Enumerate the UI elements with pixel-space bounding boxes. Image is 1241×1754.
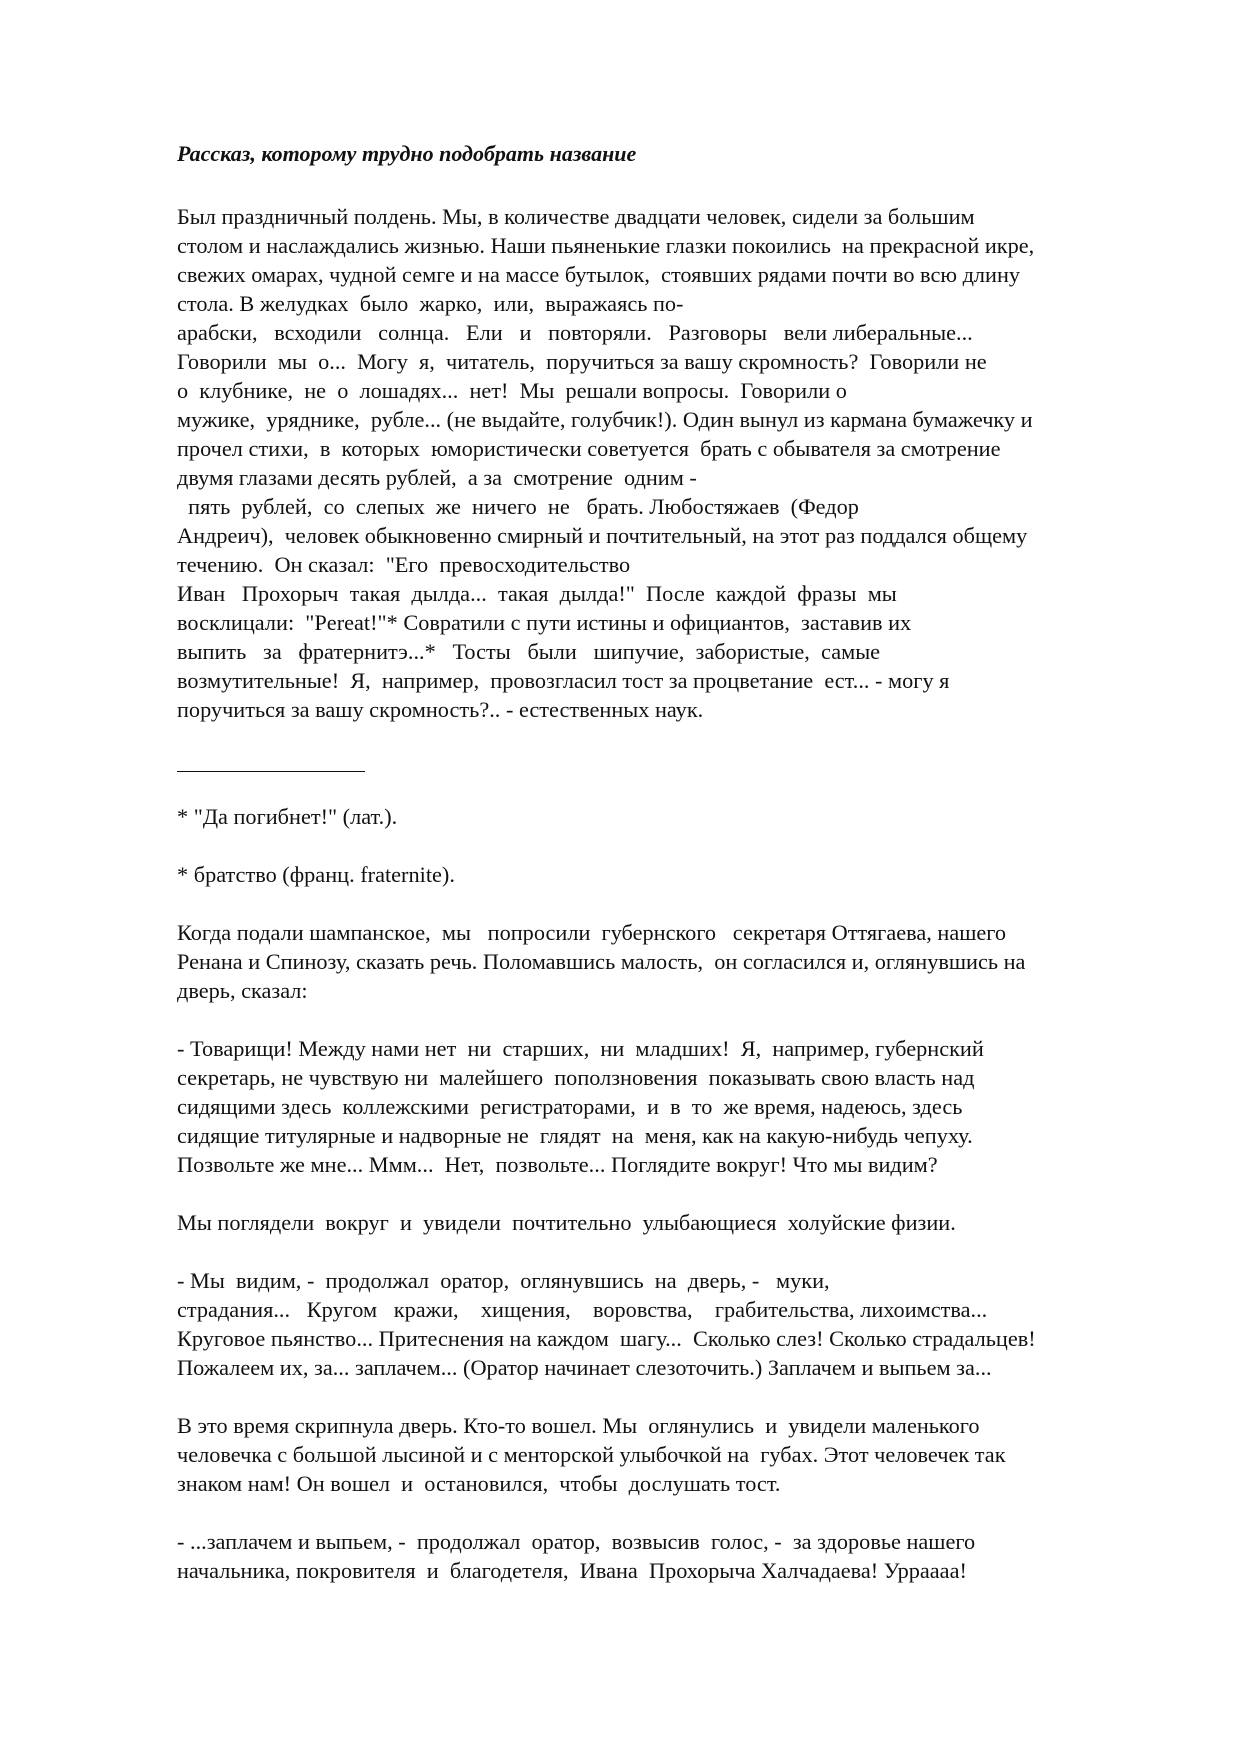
text-line: столом и наслаждались жизнью. Наши пьяненькие глазки покоились на прекрасной икре, xyxy=(177,233,1035,258)
text-line: пять рублей, со слепых же ничего не брать. Любостяжаев (Федор xyxy=(177,494,859,519)
text-line: Был праздничный полдень. Мы, в количестве двадцати человек, сидели за большим xyxy=(177,204,975,229)
text-line: двумя глазами десять рублей, а за смотрение одним - xyxy=(177,465,697,490)
text-line: человечка с большой лысиной и с менторской улыбочкой на губах. Этот человечек так xyxy=(177,1442,1006,1467)
text-line: арабски, всходили солнца. Ели и повторяли. Разговоры вели либеральные... xyxy=(177,320,973,345)
text-line: прочел стихи, в которых юмористически советуется брать с обывателя за смотрение xyxy=(177,436,1001,461)
story-title: Рассказ, которому трудно подобрать название xyxy=(177,141,637,166)
text-line: восклицали: "Pereat!"* Совратили с пути истины и официантов, заставив их xyxy=(177,610,912,635)
text-line: Пожалеем их, за... заплачем... (Оратор начинает слезоточить.) Заплачем и выпьем за... xyxy=(177,1355,992,1380)
text-line: стола. В желудках было жарко, или, выражаясь по- xyxy=(177,291,684,316)
text-line: страдания... Кругом кражи, хищения, воровства, грабительства, лихоимства... xyxy=(177,1297,988,1322)
footnote: * братство (франц. fraternite). xyxy=(177,862,455,887)
text-line: свежих омарах, чудной семге и на массе бутылок, стоявших рядами почти во всю длину xyxy=(177,262,1021,287)
text-line: Круговое пьянство... Притеснения на каждом шагу... Сколько слез! Сколько страдальцев! xyxy=(177,1326,1036,1351)
text-line: секретарь, не чувствую ни малейшего поползновения показывать свою власть над xyxy=(177,1065,975,1090)
text-line: Позвольте же мне... Ммм... Нет, позвольте... Поглядите вокруг! Что мы видим? xyxy=(177,1152,938,1177)
footnote-separator xyxy=(177,771,365,772)
text-line: - ...заплачем и выпьем, - продолжал оратор, возвысив голос, - за здоровье нашего xyxy=(177,1529,976,1554)
text-line: начальника, покровителя и благодетеля, Ивана Прохорыча Халчадаева! Урраааа! xyxy=(177,1558,967,1583)
text-line: Мы поглядели вокруг и увидели почтительно улыбающиеся холуйские физии. xyxy=(177,1210,956,1235)
text-line: - Товарищи! Между нами нет ни старших, ни младших! Я, например, губернский xyxy=(177,1036,984,1061)
text-line: - Мы видим, - продолжал оратор, оглянувшись на дверь, - муки, xyxy=(177,1268,830,1293)
text-line: Говорили мы о... Могу я, читатель, поручиться за вашу скромность? Говорили не xyxy=(177,349,987,374)
text-line: о клубнике, не о лошадях... нет! Мы решали вопросы. Говорили о xyxy=(177,378,847,403)
text-line: Андреич), человек обыкновенно смирный и почтительный, на этот раз поддался общему xyxy=(177,523,1028,548)
text-line: дверь, сказал: xyxy=(177,978,308,1003)
text-line: сидящими здесь коллежскими регистраторами, и в то же время, надеюсь, здесь xyxy=(177,1094,963,1119)
text-line: течению. Он сказал: "Его превосходительство xyxy=(177,552,631,577)
text-line: знаком нам! Он вошел и остановился, чтобы дослушать тост. xyxy=(177,1471,781,1496)
text-line: Когда подали шампанское, мы попросили губернского секретаря Оттягаева, нашего xyxy=(177,920,1007,945)
text-line: возмутительные! Я, например, провозгласил тост за процветание ест... - могу я xyxy=(177,668,950,693)
text-line: Иван Прохорыч такая дылда... такая дылда!" После каждой фразы мы xyxy=(177,581,897,606)
text-line: мужике, уряднике, рубле... (не выдайте, голубчик!). Один вынул из кармана бумажечку и xyxy=(177,407,1033,432)
text-line: поручиться за вашу скромность?.. - естественных наук. xyxy=(177,697,704,722)
text-line: выпить за фратернитэ...* Тосты были шипучие, забористые, самые xyxy=(177,639,881,664)
text-line: В это время скрипнула дверь. Кто-то вошел. Мы оглянулись и увидели маленького xyxy=(177,1413,980,1438)
text-line: сидящие титулярные и надворные не глядят на меня, как на какую-нибудь чепуху. xyxy=(177,1123,973,1148)
footnote: * "Да погибнет!" (лат.). xyxy=(177,804,398,829)
text-line: Ренана и Спинозу, сказать речь. Поломавшись малость, он согласился и, оглянувшись на xyxy=(177,949,1026,974)
